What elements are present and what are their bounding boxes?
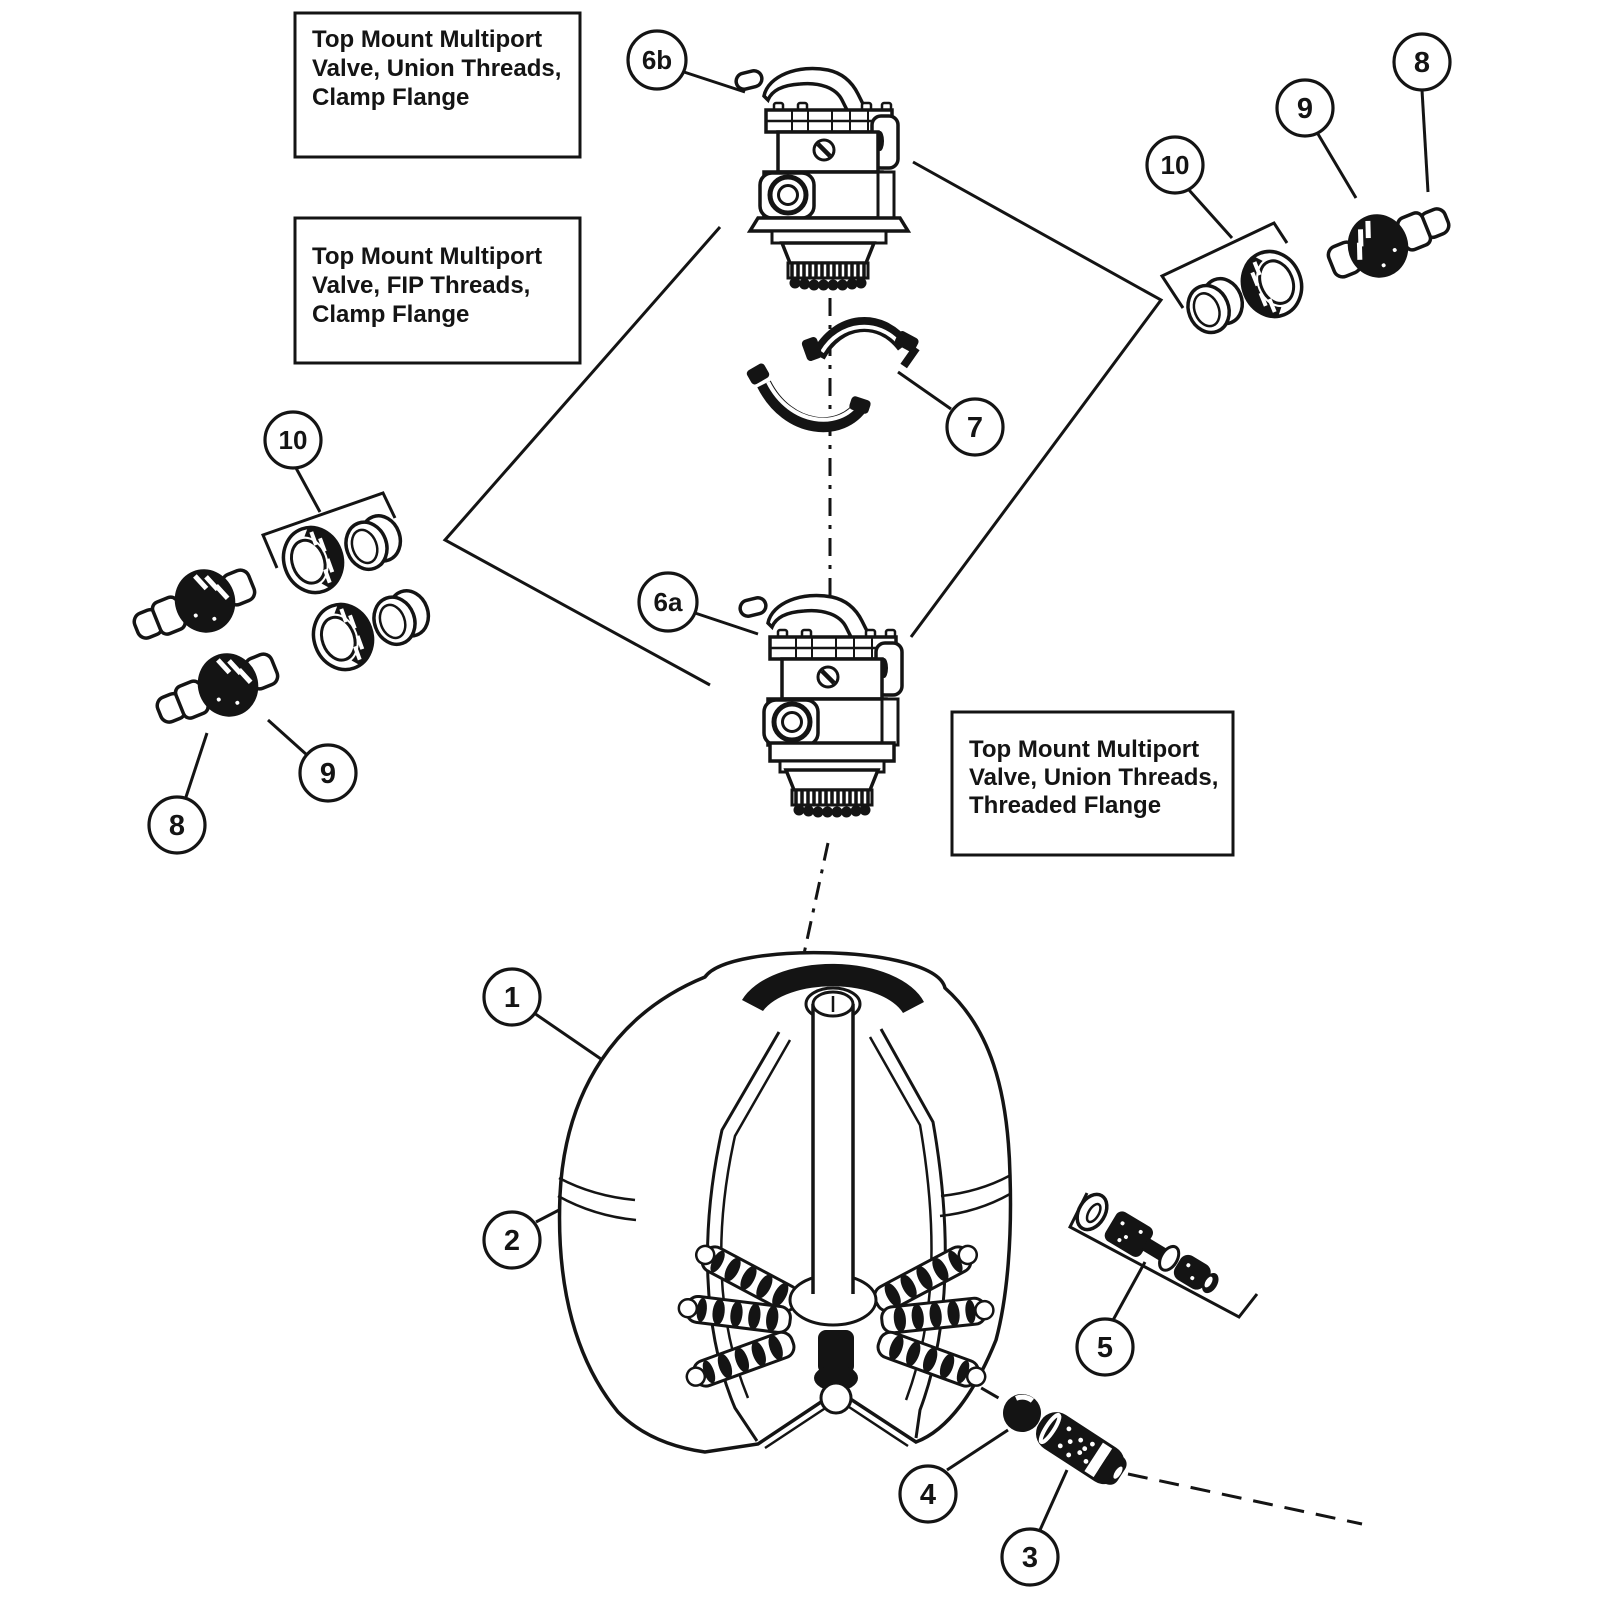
leader-10-left: [296, 468, 320, 512]
callout-4: [900, 1466, 956, 1522]
callout-1-label: 1: [503, 982, 521, 1014]
label-line: Clamp Flange: [312, 301, 470, 328]
valve-handle-tip: [738, 596, 767, 618]
callout-6a: [639, 573, 697, 631]
callout-10-right: [1147, 137, 1203, 193]
leader-8-left: [185, 733, 207, 800]
callout-6b-label: 6b: [641, 45, 673, 75]
hub-drain-stub: [814, 1330, 858, 1413]
hose-adapter-left-lower: [147, 637, 286, 743]
label-line: Valve, Union Threads,: [312, 55, 562, 82]
callout-3: [1002, 1529, 1058, 1585]
callout-7: [947, 399, 1003, 455]
leader-5: [1112, 1262, 1145, 1322]
callout-10-left-label: 10: [278, 425, 308, 455]
callout-5: [1077, 1319, 1133, 1375]
valve-neck: [772, 231, 886, 243]
callout-7-label: 7: [966, 412, 984, 444]
callout-8-left: [149, 797, 205, 853]
leader-3: [1040, 1470, 1067, 1530]
centerline-drain-lower: [1128, 1474, 1362, 1524]
right-group-bracket: [911, 162, 1161, 637]
callout-9-right-label: 9: [1296, 93, 1314, 125]
callout-3-label: 3: [1021, 1542, 1039, 1574]
label-line: Top Mount Multiport: [312, 26, 543, 53]
leader-4: [947, 1430, 1008, 1470]
union-kit-left: [274, 510, 435, 678]
leader-7: [898, 372, 951, 409]
label-line: Threaded Flange: [969, 792, 1162, 819]
spare-lateral-part: [1029, 1405, 1132, 1491]
filter-tank-body: [558, 953, 1010, 1452]
callout-1: [484, 969, 540, 1025]
callout-9-left-label: 9: [319, 758, 337, 790]
leader-9-right: [1318, 134, 1356, 198]
label-box-union-threaded: [952, 712, 1233, 855]
drain-assembly: [1071, 1189, 1226, 1303]
callout-9-left: [300, 745, 356, 801]
leader-10-right: [1189, 190, 1232, 238]
label-line: Valve, FIP Threads,: [312, 272, 531, 299]
callout-10-right-label: 10: [1160, 150, 1190, 180]
valve-diffuser-cup: [786, 770, 878, 790]
label-line: Valve, Union Threads,: [969, 764, 1219, 791]
standpipe: [813, 992, 853, 1294]
valve-clamp-flange: [750, 218, 908, 231]
callout-5-label: 5: [1096, 1332, 1114, 1364]
label-line: Clamp Flange: [312, 84, 470, 111]
callout-4-label: 4: [919, 1479, 937, 1511]
callout-9-right: [1277, 80, 1333, 136]
multiport-valve-6a: [738, 595, 902, 817]
label-box-union-clamp: [295, 13, 580, 157]
callout-2: [484, 1212, 540, 1268]
callout-10-left: [265, 412, 321, 468]
callout-6b: [628, 31, 686, 89]
label-line: Top Mount Multiport: [312, 243, 543, 270]
hose-adapter-right: [1320, 189, 1459, 295]
valve-threaded-flange: [770, 743, 894, 761]
callout-6a-label: 6a: [653, 587, 683, 617]
label-line: Top Mount Multiport: [969, 736, 1200, 763]
callout-8-left-label: 8: [168, 810, 186, 842]
hose-adapter-left-upper: [124, 553, 263, 659]
leader-9-left: [268, 720, 307, 755]
callout-2-label: 2: [503, 1225, 521, 1257]
valve-diffuser-cup: [782, 243, 874, 263]
multiport-valve-6b: [734, 68, 908, 290]
callout-8-right-label: 8: [1413, 47, 1431, 79]
label-box-fip-clamp: [295, 218, 580, 363]
valve-handle-tip: [734, 69, 763, 91]
flange-clamp: [745, 324, 920, 424]
leader-8-right: [1422, 90, 1428, 192]
callout-8-right: [1394, 34, 1450, 90]
